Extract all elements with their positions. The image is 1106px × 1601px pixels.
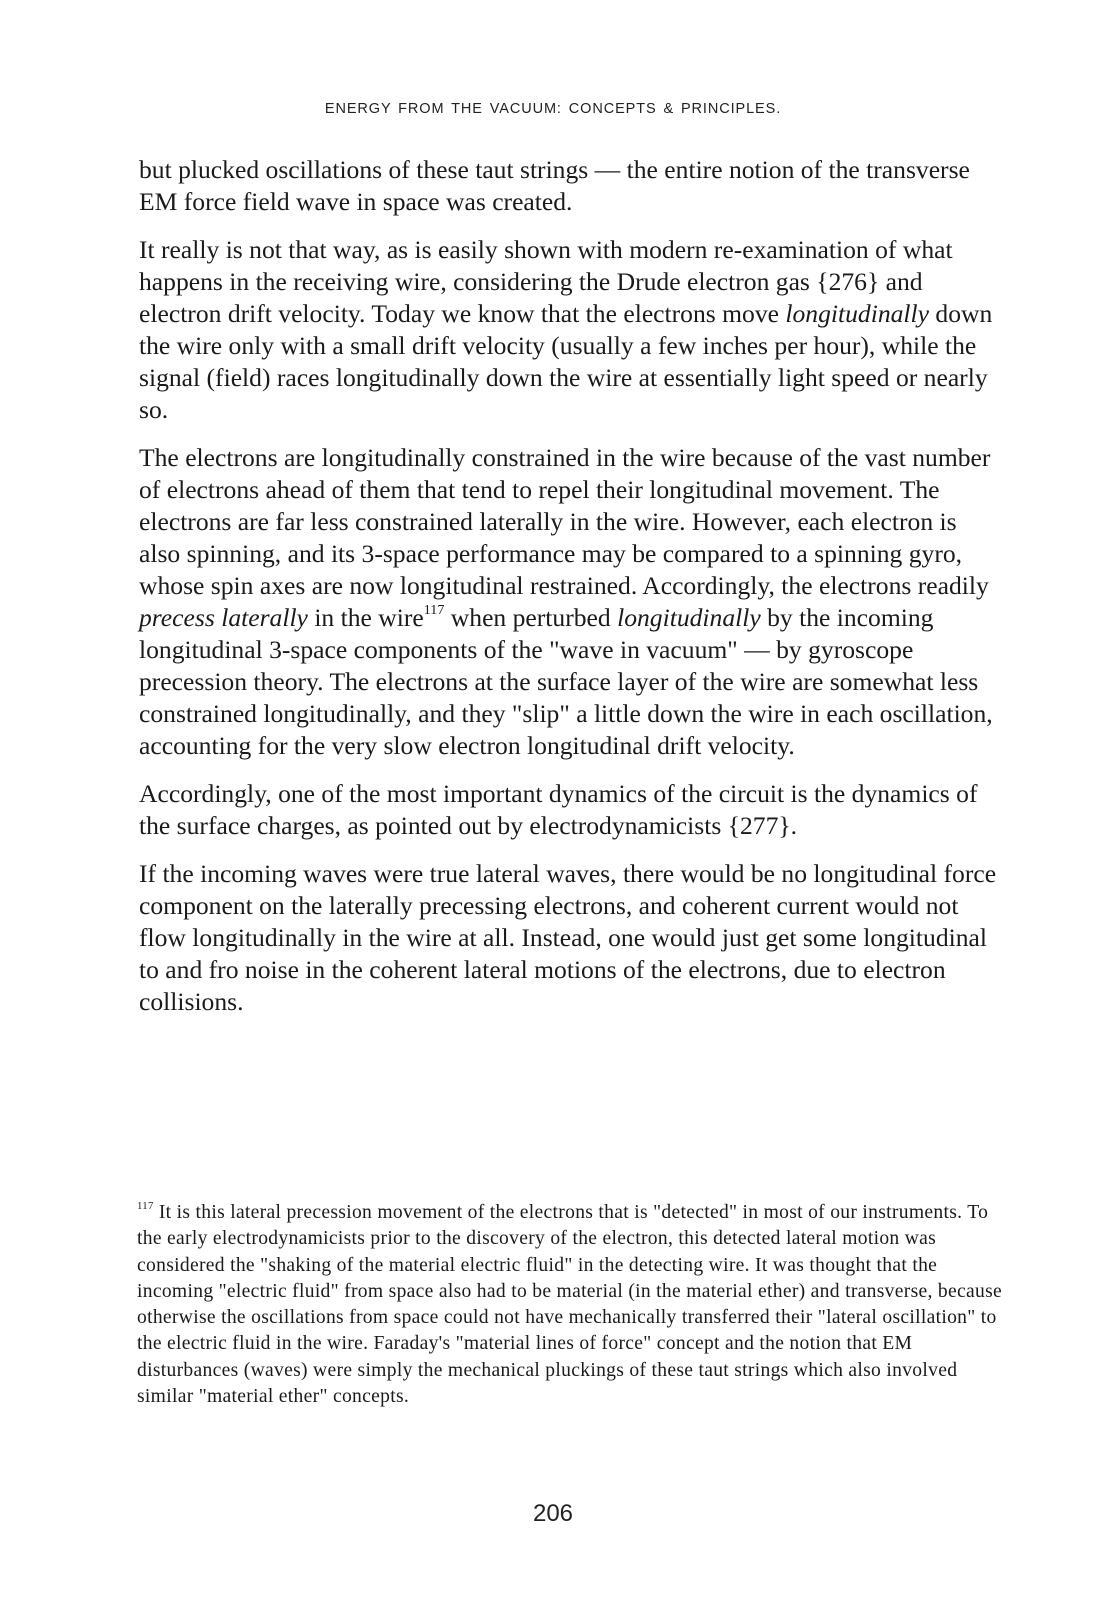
paragraph-3-part-d: by the incoming longitudinal 3-space components of the "wave in vacuum" — by gyroscope precession theory. The electrons at the surface layer of the wire are somewhat less constrained longitudinally, and they "slip" a little down the wire in each oscillation, accounting for the very slow electron longitudinal drift velocity. (139, 603, 993, 760)
paragraph-3 (139, 442, 999, 762)
footnote-paragraph (137, 1200, 1007, 1410)
paragraph-3-part-b: in the wire (307, 603, 424, 632)
footnote-text: It is this lateral precession movement of the electrons that is "detected" in most of our instruments. To the early electrodynamicists prior to the discovery of the electron, this detected lateral motion was considered the "shaking of the material electric fluid" in the detecting wire. It was thought that the incoming "electric fluid" from space also had to be material (in the material ether) and transverse, because otherwise the oscillations from space could not have mechanically transferred their "lateral oscillation" to the electric fluid in the wire. Faraday's "material lines of force" concept and the notion that EM disturbances (waves) were simply the mechanical pluckings of these taut strings which also involved similar "material ether" concepts. (137, 1202, 1002, 1408)
paragraph-3-part-c: when perturbed (444, 603, 618, 632)
paragraph-1: but plucked oscillations of these taut strings — the entire notion of the transverse EM force field wave in space was created. (139, 155, 970, 216)
paragraph-2-part-b: down the wire only with a small drift velocity (usually a few inches per hour), while the signal (field) races longitudinally down the wire at essentially light speed or nearly so. (139, 299, 993, 424)
paragraph-5: If the incoming waves were true lateral waves, there would be no longitudinal force component on the laterally precessing electrons, and coherent current would not flow longitudinally in the wire at all. Instead, one would just get some longitudinal to and fro noise in the coherent lateral motions of the electrons, due to electron collisions. (139, 859, 997, 1016)
running-head: ENERGY FROM THE VACUUM: CONCEPTS & PRINCIPLES. (324, 101, 782, 117)
footnote-number: 117 (137, 1199, 154, 1212)
paragraph-2-part-a: It really is not that way, as is easily shown with modern re-examination of what happens in the receiving wire, considering the Drude electron gas {276} and electron drift velocity. Today we know that the electrons move (139, 235, 953, 328)
emphasis-precess-laterally: precess laterally (139, 603, 308, 632)
main-text (139, 154, 999, 1034)
paragraph-3-part-a: The electrons are longitudinally constrained in the wire because of the vast number of electrons ahead of them that tend to repel their longitudinal movement. The electrons are far less constrained laterally in the wire. However, each electron is also spinning, and its 3-space performance may be compared to a spinning gyro, whose spin axes are now longitudinal restrained. Accordingly, the electrons readily (139, 443, 991, 600)
page-number: 206 (532, 1500, 574, 1527)
footnote (137, 1200, 1007, 1410)
paragraph-2 (139, 234, 999, 426)
emphasis-longitudinally-2: longitudinally (617, 603, 761, 632)
footnote-reference[interactable]: 117 (423, 602, 445, 619)
paragraph-4: Accordingly, one of the most important dynamics of the circuit is the dynamics of the surface charges, as pointed out by electrodynamicists {277}. (139, 779, 978, 840)
emphasis-longitudinally: longitudinally (785, 299, 929, 328)
